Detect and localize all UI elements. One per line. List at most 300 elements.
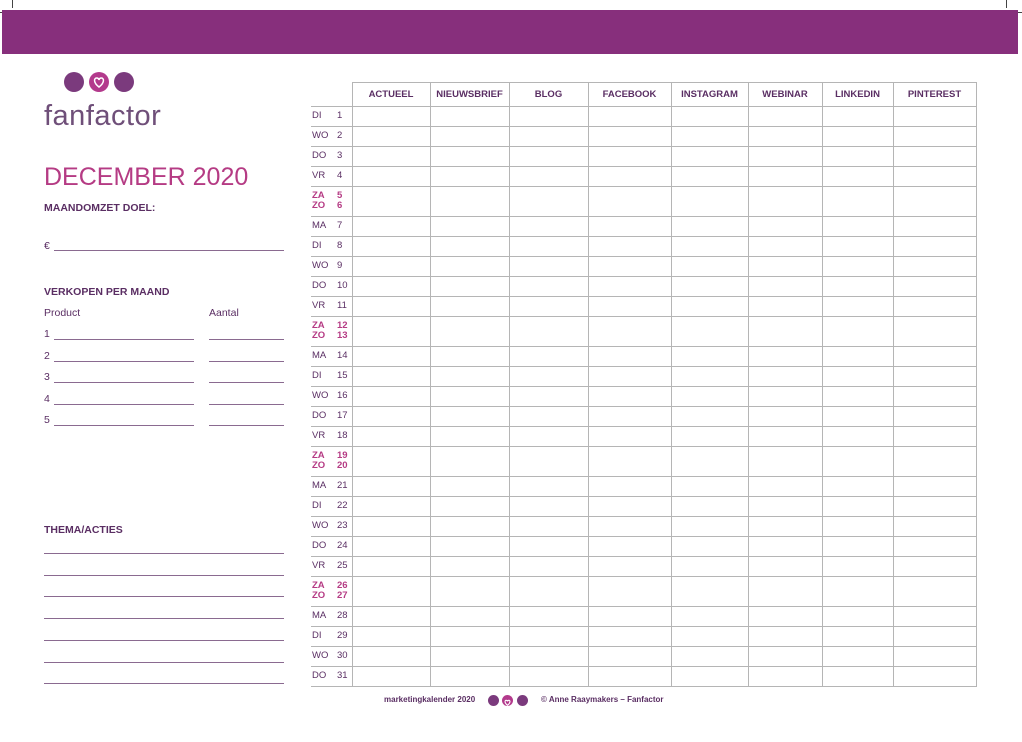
entry-cell[interactable] bbox=[588, 407, 671, 427]
entry-cell[interactable] bbox=[509, 277, 588, 297]
entry-cell[interactable] bbox=[748, 237, 822, 257]
entry-cell[interactable] bbox=[509, 107, 588, 127]
entry-cell[interactable] bbox=[748, 517, 822, 537]
entry-cell[interactable] bbox=[509, 257, 588, 277]
entry-cell[interactable] bbox=[352, 317, 430, 347]
entry-cell[interactable] bbox=[671, 387, 748, 407]
entry-cell[interactable] bbox=[671, 627, 748, 647]
entry-cell[interactable] bbox=[352, 607, 430, 627]
entry-cell[interactable] bbox=[822, 297, 893, 317]
entry-cell[interactable] bbox=[893, 147, 976, 167]
entry-cell[interactable] bbox=[588, 517, 671, 537]
entry-cell[interactable] bbox=[822, 557, 893, 577]
entry-cell[interactable] bbox=[822, 607, 893, 627]
entry-cell[interactable] bbox=[430, 297, 509, 317]
day-number: 13 bbox=[337, 330, 348, 341]
sales-row-number: 1 bbox=[44, 328, 50, 340]
entry-cell[interactable] bbox=[822, 497, 893, 517]
entry-cell[interactable] bbox=[352, 347, 430, 367]
day-cell bbox=[311, 447, 352, 477]
entry-cell[interactable] bbox=[671, 517, 748, 537]
entry-cell[interactable] bbox=[352, 577, 430, 607]
theme-input-line[interactable] bbox=[44, 553, 284, 554]
entry-cell[interactable] bbox=[893, 347, 976, 367]
entry-cell[interactable] bbox=[352, 537, 430, 557]
day-cell bbox=[311, 517, 352, 537]
entry-cell[interactable] bbox=[509, 217, 588, 237]
entry-cell[interactable] bbox=[352, 367, 430, 387]
entry-cell[interactable] bbox=[509, 557, 588, 577]
column-header: INSTAGRAM bbox=[671, 83, 748, 107]
day-number: 24 bbox=[337, 540, 348, 551]
entry-cell[interactable] bbox=[352, 517, 430, 537]
entry-cell[interactable] bbox=[893, 427, 976, 447]
entry-cell[interactable] bbox=[671, 167, 748, 187]
entry-cell[interactable] bbox=[671, 647, 748, 667]
entry-cell[interactable] bbox=[893, 607, 976, 627]
day-name: ZO bbox=[312, 590, 326, 601]
entry-cell[interactable] bbox=[352, 237, 430, 257]
entry-cell[interactable] bbox=[430, 167, 509, 187]
entry-cell[interactable] bbox=[748, 607, 822, 627]
entry-cell[interactable] bbox=[671, 577, 748, 607]
entry-cell[interactable] bbox=[671, 297, 748, 317]
entry-cell[interactable] bbox=[430, 367, 509, 387]
entry-cell[interactable] bbox=[822, 277, 893, 297]
entry-cell[interactable] bbox=[588, 537, 671, 557]
entry-cell[interactable] bbox=[509, 347, 588, 367]
marketing-calendar bbox=[311, 82, 976, 687]
entry-cell[interactable] bbox=[822, 627, 893, 647]
entry-cell[interactable] bbox=[588, 237, 671, 257]
entry-cell[interactable] bbox=[671, 557, 748, 577]
day-number: 20 bbox=[337, 460, 348, 471]
entry-cell[interactable] bbox=[893, 297, 976, 317]
entry-cell[interactable] bbox=[822, 517, 893, 537]
entry-cell[interactable] bbox=[509, 387, 588, 407]
entry-cell[interactable] bbox=[509, 577, 588, 607]
footer-dot bbox=[517, 695, 528, 706]
entry-cell[interactable] bbox=[430, 317, 509, 347]
entry-cell[interactable] bbox=[352, 667, 430, 687]
entry-cell[interactable] bbox=[748, 557, 822, 577]
entry-cell[interactable] bbox=[588, 447, 671, 477]
day-number: 15 bbox=[337, 370, 348, 381]
amount-input-line[interactable] bbox=[209, 382, 284, 383]
amount-input-line[interactable] bbox=[209, 404, 284, 405]
entry-cell[interactable] bbox=[671, 667, 748, 687]
entry-cell[interactable] bbox=[509, 367, 588, 387]
theme-input-line[interactable] bbox=[44, 640, 284, 641]
entry-cell[interactable] bbox=[352, 297, 430, 317]
day-number: 14 bbox=[337, 350, 348, 361]
calendar-row bbox=[311, 187, 976, 217]
entry-cell[interactable] bbox=[748, 147, 822, 167]
entry-cell[interactable] bbox=[509, 427, 588, 447]
sales-row-number: 3 bbox=[44, 371, 50, 383]
entry-cell[interactable] bbox=[509, 647, 588, 667]
column-header: BLOG bbox=[509, 83, 588, 107]
entry-cell[interactable] bbox=[352, 257, 430, 277]
entry-cell[interactable] bbox=[893, 447, 976, 477]
theme-input-line[interactable] bbox=[44, 618, 284, 619]
day-name: MA bbox=[312, 610, 327, 621]
sales-row-number: 5 bbox=[44, 414, 50, 426]
entry-cell[interactable] bbox=[352, 147, 430, 167]
entry-cell[interactable] bbox=[588, 497, 671, 517]
entry-cell[interactable] bbox=[352, 647, 430, 667]
day-number: 16 bbox=[337, 390, 348, 401]
sales-label: VERKOPEN PER MAAND bbox=[44, 286, 170, 298]
calendar-row bbox=[311, 127, 976, 147]
entry-cell[interactable] bbox=[671, 317, 748, 347]
day-name: DO bbox=[312, 150, 327, 161]
day-name: ZO bbox=[312, 330, 326, 341]
entry-cell[interactable] bbox=[588, 187, 671, 217]
product-input-line[interactable] bbox=[54, 339, 194, 340]
day-number: 22 bbox=[337, 500, 348, 511]
product-input-line[interactable] bbox=[54, 361, 194, 362]
entry-cell[interactable] bbox=[893, 517, 976, 537]
entry-cell[interactable] bbox=[748, 297, 822, 317]
day-cell bbox=[311, 127, 352, 147]
entry-cell[interactable] bbox=[352, 187, 430, 217]
entry-cell[interactable] bbox=[671, 277, 748, 297]
entry-cell[interactable] bbox=[352, 277, 430, 297]
entry-cell[interactable] bbox=[671, 367, 748, 387]
entry-cell[interactable] bbox=[588, 217, 671, 237]
column-header: NIEUWSBRIEF bbox=[430, 83, 509, 107]
entry-cell[interactable] bbox=[509, 167, 588, 187]
day-cell bbox=[311, 607, 352, 627]
day-number: 11 bbox=[337, 300, 347, 311]
day-name: WO bbox=[312, 520, 329, 531]
entry-cell[interactable] bbox=[352, 127, 430, 147]
entry-cell[interactable] bbox=[430, 427, 509, 447]
goal-input-line[interactable] bbox=[54, 250, 284, 251]
entry-cell[interactable] bbox=[352, 427, 430, 447]
entry-cell[interactable] bbox=[893, 627, 976, 647]
entry-cell[interactable] bbox=[748, 497, 822, 517]
entry-cell[interactable] bbox=[430, 407, 509, 427]
day-number: 23 bbox=[337, 520, 348, 531]
entry-cell[interactable] bbox=[893, 127, 976, 147]
entry-cell[interactable] bbox=[430, 627, 509, 647]
entry-cell[interactable] bbox=[822, 407, 893, 427]
entry-cell[interactable] bbox=[748, 627, 822, 647]
entry-cell[interactable] bbox=[893, 497, 976, 517]
day-number: 7 bbox=[337, 220, 343, 231]
entry-cell[interactable] bbox=[748, 387, 822, 407]
amount-input-line[interactable] bbox=[209, 339, 284, 340]
entry-cell[interactable] bbox=[671, 477, 748, 497]
entry-cell[interactable] bbox=[822, 447, 893, 477]
entry-cell[interactable] bbox=[588, 127, 671, 147]
calendar-row bbox=[311, 297, 976, 317]
entry-cell[interactable] bbox=[748, 667, 822, 687]
entry-cell[interactable] bbox=[748, 347, 822, 367]
entry-cell[interactable] bbox=[588, 647, 671, 667]
entry-cell[interactable] bbox=[588, 347, 671, 367]
entry-cell[interactable] bbox=[430, 107, 509, 127]
entry-cell[interactable] bbox=[430, 497, 509, 517]
entry-cell[interactable] bbox=[430, 557, 509, 577]
calendar-row bbox=[311, 447, 976, 477]
entry-cell[interactable] bbox=[430, 147, 509, 167]
entry-cell[interactable] bbox=[509, 477, 588, 497]
entry-cell[interactable] bbox=[822, 237, 893, 257]
calendar-row bbox=[311, 317, 976, 347]
theme-input-line[interactable] bbox=[44, 596, 284, 597]
entry-cell[interactable] bbox=[822, 667, 893, 687]
logo-dots bbox=[64, 72, 144, 96]
entry-cell[interactable] bbox=[822, 147, 893, 167]
entry-cell[interactable] bbox=[430, 257, 509, 277]
amount-column-label: Aantal bbox=[209, 307, 239, 319]
entry-cell[interactable] bbox=[430, 477, 509, 497]
entry-cell[interactable] bbox=[748, 167, 822, 187]
entry-cell[interactable] bbox=[509, 627, 588, 647]
entry-cell[interactable] bbox=[430, 217, 509, 237]
entry-cell[interactable] bbox=[748, 317, 822, 347]
entry-cell[interactable] bbox=[509, 537, 588, 557]
entry-cell[interactable] bbox=[671, 127, 748, 147]
entry-cell[interactable] bbox=[430, 187, 509, 217]
calendar-row bbox=[311, 647, 976, 667]
entry-cell[interactable] bbox=[748, 127, 822, 147]
entry-cell[interactable] bbox=[893, 477, 976, 497]
entry-cell[interactable] bbox=[352, 497, 430, 517]
entry-cell[interactable] bbox=[671, 187, 748, 217]
entry-cell[interactable] bbox=[509, 517, 588, 537]
entry-cell[interactable] bbox=[748, 577, 822, 607]
entry-cell[interactable] bbox=[430, 517, 509, 537]
entry-cell[interactable] bbox=[588, 257, 671, 277]
entry-cell[interactable] bbox=[588, 557, 671, 577]
entry-cell[interactable] bbox=[893, 237, 976, 257]
entry-cell[interactable] bbox=[509, 297, 588, 317]
entry-cell[interactable] bbox=[822, 167, 893, 187]
entry-cell[interactable] bbox=[893, 317, 976, 347]
entry-cell[interactable] bbox=[671, 347, 748, 367]
product-input-line[interactable] bbox=[54, 425, 194, 426]
entry-cell[interactable] bbox=[588, 147, 671, 167]
entry-cell[interactable] bbox=[748, 537, 822, 557]
entry-cell[interactable] bbox=[893, 367, 976, 387]
entry-cell[interactable] bbox=[748, 217, 822, 237]
entry-cell[interactable] bbox=[893, 257, 976, 277]
logo-dot bbox=[114, 72, 134, 92]
calendar-row bbox=[311, 627, 976, 647]
entry-cell[interactable] bbox=[893, 577, 976, 607]
entry-cell[interactable] bbox=[588, 297, 671, 317]
calendar-row bbox=[311, 607, 976, 627]
entry-cell[interactable] bbox=[430, 647, 509, 667]
day-cell bbox=[311, 427, 352, 447]
entry-cell[interactable] bbox=[822, 537, 893, 557]
entry-cell[interactable] bbox=[893, 387, 976, 407]
entry-cell[interactable] bbox=[822, 347, 893, 367]
entry-cell[interactable] bbox=[588, 427, 671, 447]
day-name: DO bbox=[312, 670, 327, 681]
entry-cell[interactable] bbox=[671, 607, 748, 627]
entry-cell[interactable] bbox=[352, 477, 430, 497]
entry-cell[interactable] bbox=[893, 277, 976, 297]
day-number: 28 bbox=[337, 610, 348, 621]
entry-cell[interactable] bbox=[748, 647, 822, 667]
corner-cell bbox=[311, 83, 352, 107]
entry-cell[interactable] bbox=[893, 107, 976, 127]
entry-cell[interactable] bbox=[893, 187, 976, 217]
entry-cell[interactable] bbox=[671, 217, 748, 237]
entry-cell[interactable] bbox=[893, 647, 976, 667]
entry-cell[interactable] bbox=[671, 537, 748, 557]
entry-cell[interactable] bbox=[671, 237, 748, 257]
entry-cell[interactable] bbox=[893, 667, 976, 687]
product-input-line[interactable] bbox=[54, 382, 194, 383]
entry-cell[interactable] bbox=[430, 667, 509, 687]
entry-cell[interactable] bbox=[822, 217, 893, 237]
entry-cell[interactable] bbox=[748, 107, 822, 127]
entry-cell[interactable] bbox=[352, 167, 430, 187]
entry-cell[interactable] bbox=[588, 107, 671, 127]
day-cell bbox=[311, 347, 352, 367]
entry-cell[interactable] bbox=[430, 577, 509, 607]
entry-cell[interactable] bbox=[748, 367, 822, 387]
day-number: 9 bbox=[337, 260, 343, 271]
entry-cell[interactable] bbox=[588, 577, 671, 607]
entry-cell[interactable] bbox=[822, 427, 893, 447]
day-name: DI bbox=[312, 630, 322, 641]
day-cell bbox=[311, 217, 352, 237]
product-input-line[interactable] bbox=[54, 404, 194, 405]
entry-cell[interactable] bbox=[509, 147, 588, 167]
day-number: 4 bbox=[337, 170, 343, 181]
entry-cell[interactable] bbox=[748, 407, 822, 427]
entry-cell[interactable] bbox=[588, 167, 671, 187]
entry-cell[interactable] bbox=[588, 387, 671, 407]
entry-cell[interactable] bbox=[671, 147, 748, 167]
entry-cell[interactable] bbox=[822, 257, 893, 277]
entry-cell[interactable] bbox=[671, 447, 748, 477]
theme-input-line[interactable] bbox=[44, 575, 284, 576]
entry-cell[interactable] bbox=[671, 427, 748, 447]
entry-cell[interactable] bbox=[430, 237, 509, 257]
entry-cell[interactable] bbox=[671, 257, 748, 277]
entry-cell[interactable] bbox=[893, 167, 976, 187]
entry-cell[interactable] bbox=[509, 447, 588, 477]
entry-cell[interactable] bbox=[893, 407, 976, 427]
calendar-row bbox=[311, 107, 976, 127]
entry-cell[interactable] bbox=[430, 127, 509, 147]
day-name: MA bbox=[312, 220, 327, 231]
entry-cell[interactable] bbox=[509, 237, 588, 257]
amount-input-line[interactable] bbox=[209, 425, 284, 426]
header-bar bbox=[2, 10, 1018, 54]
entry-cell[interactable] bbox=[509, 407, 588, 427]
entry-cell[interactable] bbox=[352, 407, 430, 427]
entry-cell[interactable] bbox=[430, 447, 509, 477]
day-number: 25 bbox=[337, 560, 348, 571]
entry-cell[interactable] bbox=[822, 477, 893, 497]
entry-cell[interactable] bbox=[671, 107, 748, 127]
entry-cell[interactable] bbox=[822, 387, 893, 407]
theme-input-line[interactable] bbox=[44, 662, 284, 663]
day-number: 6 bbox=[337, 200, 343, 211]
amount-input-line[interactable] bbox=[209, 361, 284, 362]
day-name: WO bbox=[312, 650, 329, 661]
theme-input-line[interactable] bbox=[44, 683, 284, 684]
entry-cell[interactable] bbox=[671, 407, 748, 427]
entry-cell[interactable] bbox=[588, 627, 671, 647]
entry-cell[interactable] bbox=[893, 537, 976, 557]
theme-label: THEMA/ACTIES bbox=[44, 524, 123, 536]
entry-cell[interactable] bbox=[748, 427, 822, 447]
entry-cell[interactable] bbox=[509, 187, 588, 217]
crop-mark bbox=[1006, 0, 1007, 8]
day-name: ZA bbox=[312, 580, 325, 591]
entry-cell[interactable] bbox=[588, 367, 671, 387]
entry-cell[interactable] bbox=[352, 557, 430, 577]
entry-cell[interactable] bbox=[822, 577, 893, 607]
day-number: 27 bbox=[337, 590, 348, 601]
entry-cell[interactable] bbox=[671, 497, 748, 517]
entry-cell[interactable] bbox=[822, 647, 893, 667]
entry-cell[interactable] bbox=[822, 317, 893, 347]
entry-cell[interactable] bbox=[352, 217, 430, 237]
entry-cell[interactable] bbox=[748, 447, 822, 477]
entry-cell[interactable] bbox=[822, 127, 893, 147]
entry-cell[interactable] bbox=[588, 477, 671, 497]
entry-cell[interactable] bbox=[748, 257, 822, 277]
entry-cell[interactable] bbox=[430, 347, 509, 367]
entry-cell[interactable] bbox=[509, 317, 588, 347]
entry-cell[interactable] bbox=[352, 107, 430, 127]
entry-cell[interactable] bbox=[748, 187, 822, 217]
entry-cell[interactable] bbox=[352, 627, 430, 647]
day-name: ZA bbox=[312, 450, 325, 461]
sales-row-number: 4 bbox=[44, 392, 50, 405]
entry-cell[interactable] bbox=[588, 607, 671, 627]
day-cell bbox=[311, 537, 352, 557]
entry-cell[interactable] bbox=[748, 277, 822, 297]
entry-cell[interactable] bbox=[509, 497, 588, 517]
entry-cell[interactable] bbox=[430, 277, 509, 297]
entry-cell[interactable] bbox=[748, 477, 822, 497]
product-column-label: Product bbox=[44, 307, 81, 319]
entry-cell[interactable] bbox=[893, 217, 976, 237]
entry-cell[interactable] bbox=[352, 387, 430, 407]
entry-cell[interactable] bbox=[509, 607, 588, 627]
entry-cell[interactable] bbox=[588, 277, 671, 297]
day-number: 26 bbox=[337, 580, 348, 591]
calendar-row bbox=[311, 497, 976, 517]
entry-cell[interactable] bbox=[588, 317, 671, 347]
day-cell bbox=[311, 237, 352, 257]
column-header: FACEBOOK bbox=[588, 83, 671, 107]
entry-cell[interactable] bbox=[893, 557, 976, 577]
entry-cell[interactable] bbox=[588, 667, 671, 687]
entry-cell[interactable] bbox=[822, 107, 893, 127]
entry-cell[interactable] bbox=[430, 387, 509, 407]
entry-cell[interactable] bbox=[509, 667, 588, 687]
entry-cell[interactable] bbox=[430, 537, 509, 557]
entry-cell[interactable] bbox=[822, 367, 893, 387]
entry-cell[interactable] bbox=[430, 607, 509, 627]
entry-cell[interactable] bbox=[352, 447, 430, 477]
entry-cell[interactable] bbox=[509, 127, 588, 147]
entry-cell[interactable] bbox=[822, 187, 893, 217]
